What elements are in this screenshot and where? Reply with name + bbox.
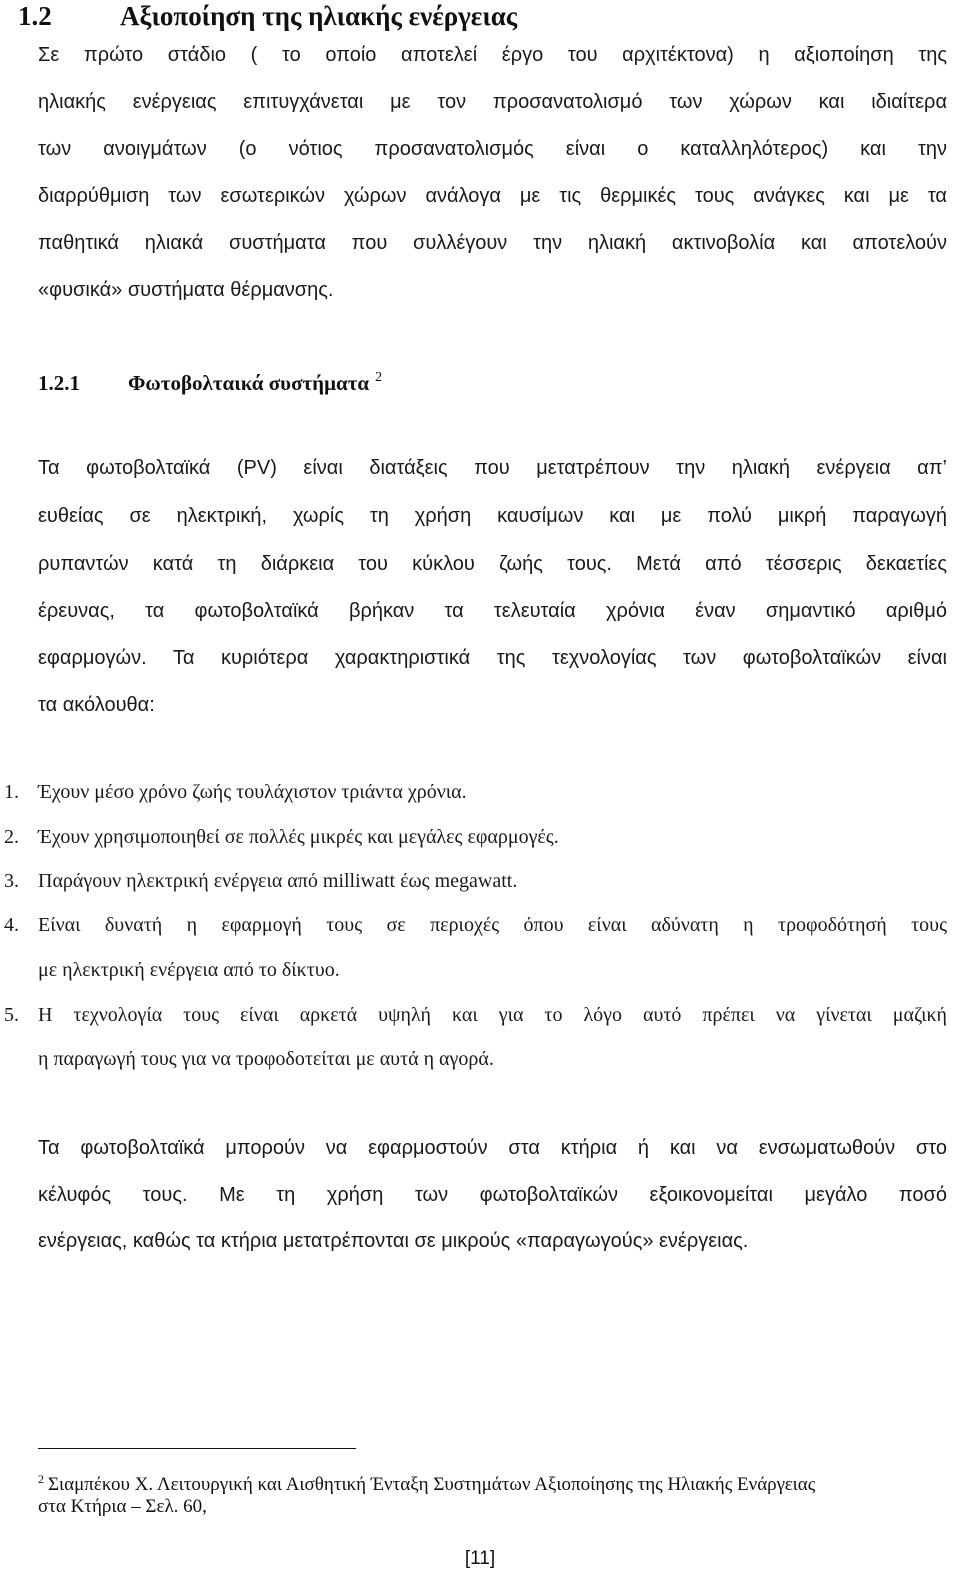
list-item bbox=[4, 780, 467, 804]
paragraph-line: «φυσικά» συστήματα θέρμανσης. bbox=[38, 279, 334, 301]
list-item bbox=[4, 869, 517, 893]
list-item bbox=[4, 825, 559, 849]
list-item bbox=[4, 1003, 947, 1027]
page-number: [11] bbox=[464, 1548, 496, 1569]
list-item-text: Παράγουν ηλεκτρική ενέργεια από milliwatt έως megawatt. bbox=[38, 870, 518, 892]
paragraph-line: ενέργειας, καθώς τα κτήρια μετατρέπονται σε μικρούς «παραγωγούς» ενέργειας. bbox=[38, 1230, 749, 1252]
list-item-text: Έχουν μέσο χρόνο ζωής τουλάχιστον τριάντα χρόνια. bbox=[38, 781, 467, 803]
list-item-continuation: η παραγωγή τους για να τροφοδοτείται με αυτά η αγορά. bbox=[38, 1048, 494, 1070]
paragraph-line: κέλυφός τους. Με τη χρήση των φωτοβολταϊκών εξοικονομείται μεγάλο ποσό bbox=[38, 1184, 947, 1206]
list-item bbox=[4, 913, 947, 937]
paragraph-line: έρευνας, τα φωτοβολταϊκά βρήκαν τα τελευταία χρόνια έναν σημαντικό αριθμό bbox=[38, 600, 947, 622]
list-item-number: 1. bbox=[4, 781, 19, 803]
section-title: Αξιοποίηση της ηλιακής ενέργειας bbox=[120, 1, 518, 31]
footnote-separator bbox=[38, 1448, 356, 1449]
paragraph-line: εφαρμογών. Τα κυριότερα χαρακτηριστικά της τεχνολογίας των φωτοβολταϊκών είναι bbox=[38, 647, 947, 669]
list-item-number: 5. bbox=[4, 1004, 19, 1026]
footnote-ref: 2 bbox=[375, 370, 383, 385]
paragraph-line: παθητικά ηλιακά συστήματα που συλλέγουν την ηλιακή ακτινοβολία και αποτελούν bbox=[38, 232, 947, 254]
list-item-text: Η τεχνολογία τους είναι αρκετά υψηλή και για το λόγο αυτό πρέπει να γίνεται μαζική bbox=[38, 1004, 947, 1026]
paragraph-line: Τα φωτοβολταϊκά μπορούν να εφαρμοστούν στα κτήρια ή και να ενσωματωθούν στο bbox=[38, 1137, 947, 1159]
footnote-text: Σιαμπέκου Χ. Λειτουργική και Αισθητική Ένταξη Συστημάτων Αξιοποίησης της Ηλιακής Ενάργειας bbox=[48, 1474, 816, 1495]
section-heading bbox=[18, 0, 517, 32]
list-item-text: Έχουν χρησιμοποιηθεί σε πολλές μικρές και μεγάλες εφαρμογές. bbox=[38, 826, 559, 848]
list-item-text: Είναι δυνατή η εφαρμογή τους σε περιοχές όπου είναι αδύνατη η τροφοδότησή τους bbox=[38, 914, 947, 936]
list-item-number: 3. bbox=[4, 870, 19, 892]
footnote-marker: 2 bbox=[38, 1472, 44, 1486]
section-number: 1.2 bbox=[18, 1, 52, 31]
paragraph-line: ρυπαντών κατά τη διάρκεια του κύκλου ζωής τους. Μετά από τέσσερις δεκαετίες bbox=[38, 553, 947, 575]
paragraph-line: Τα φωτοβολταϊκά (PV) είναι διατάξεις που μετατρέπουν την ηλιακή ενέργεια απ’ bbox=[38, 457, 947, 479]
footnote bbox=[38, 1468, 815, 1496]
paragraph-line: διαρρύθμιση των εσωτερικών χώρων ανάλογα με τις θερμικές τους ανάγκες και με τα bbox=[38, 185, 947, 207]
paragraph-line: ηλιακής ενέργειας επιτυγχάνεται με τον προσανατολισμό των χώρων και ιδιαίτερα bbox=[38, 91, 947, 113]
subsection-number: 1.2.1 bbox=[38, 371, 80, 395]
paragraph-line: ευθείας σε ηλεκτρική, χωρίς τη χρήση καυσίμων και με πολύ μικρή παραγωγή bbox=[38, 505, 947, 527]
paragraph-line: τα ακόλουθα: bbox=[38, 694, 155, 716]
subsection-heading bbox=[38, 365, 382, 396]
list-item-number: 2. bbox=[4, 826, 19, 848]
list-item-number: 4. bbox=[4, 914, 19, 936]
paragraph-line: Σε πρώτο στάδιο ( το οποίο αποτελεί έργο του αρχιτέκτονα) η αξιοποίηση της bbox=[38, 44, 947, 66]
paragraph-line: των ανοιγμάτων (ο νότιος προσανατολισμός είναι ο καταλληλότερος) και την bbox=[38, 138, 947, 160]
list-item-continuation: με ηλεκτρική ενέργεια από το δίκτυο. bbox=[38, 959, 340, 981]
footnote-continuation: στα Κτήρια – Σελ. 60, bbox=[38, 1496, 207, 1517]
subsection-title: Φωτοβολταικά συστήματα bbox=[128, 371, 370, 395]
